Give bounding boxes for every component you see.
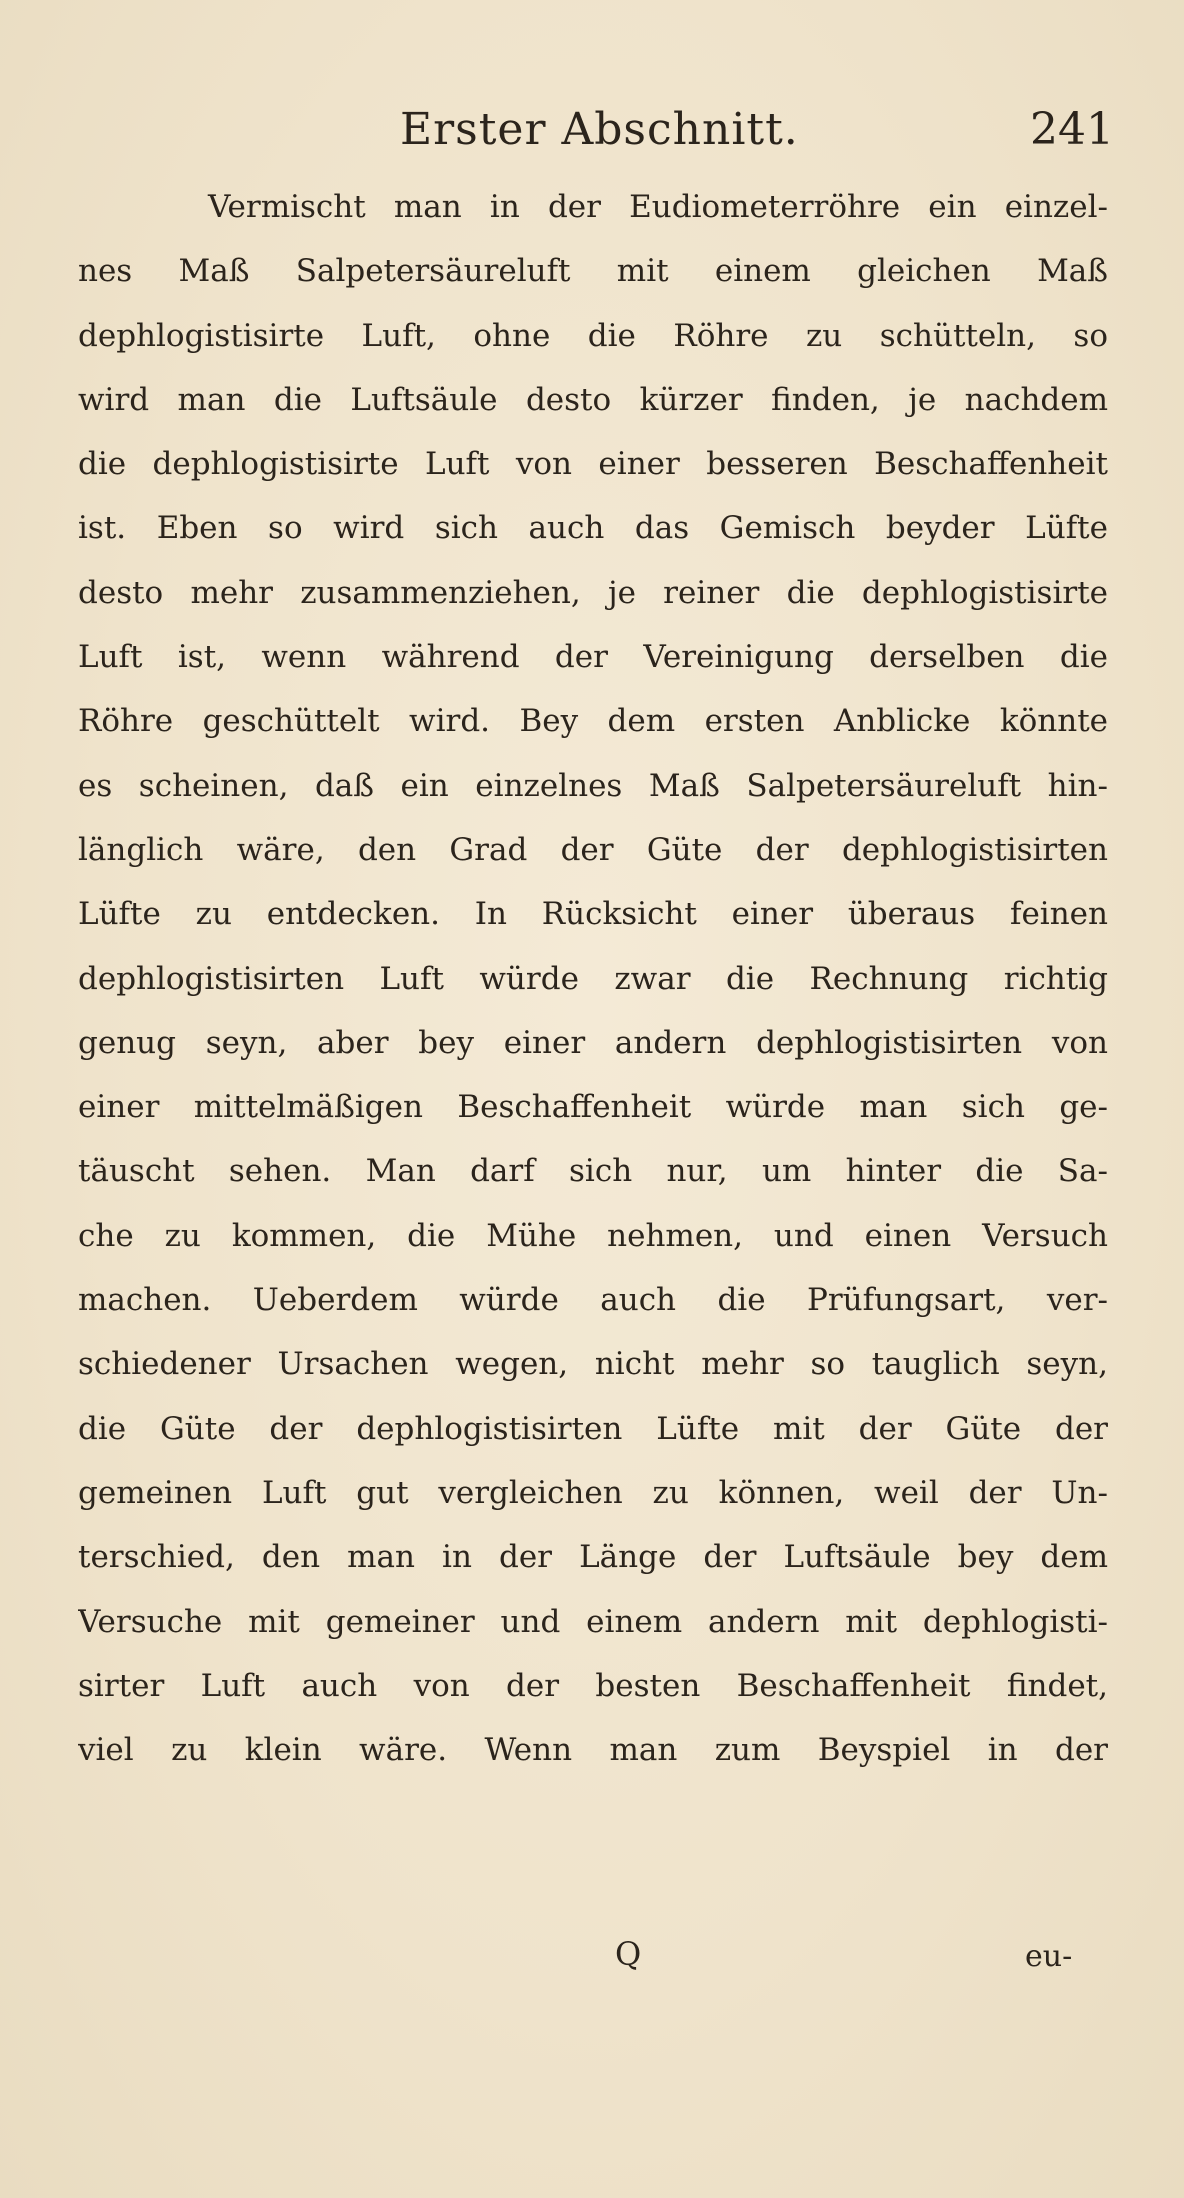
text-line: sirter Luft auch von der besten Beschaffenheit findet, [78,1667,1108,1704]
text-line: es scheinen, daß ein einzelnes Maß Salpetersäureluft hin- [78,767,1108,804]
text-line: Luft ist, wenn während der Vereinigung derselben die [78,639,1108,676]
text-line: die dephlogistisirte Luft von einer besseren Beschaffenheit [78,446,1108,483]
text-line: viel zu klein wäre. Wenn man zum Beyspiel in der [78,1732,1108,1769]
text-line: Röhre geschüttelt wird. Bey dem ersten Anblicke könnte [78,703,1108,740]
text-line: länglich wäre, den Grad der Güte der dephlogistisirten [78,831,1108,868]
text-line: genug seyn, aber bey einer andern dephlogistisirten von [78,1024,1108,1061]
text-line: dephlogistisirte Luft, ohne die Röhre zu schütteln, so [78,317,1108,354]
body-text [78,175,1108,1782]
text-line: wird man die Luftsäule desto kürzer finden, je nachdem [78,381,1108,418]
text-line: gemeinen Luft gut vergleichen zu können, weil der Un- [78,1474,1108,1511]
page-footer [0,1935,1184,1995]
page-header [0,100,1184,170]
text-line: dephlogistisirten Luft würde zwar die Rechnung richtig [78,960,1108,997]
text-line: die Güte der dephlogistisirten Lüfte mit der Güte der [78,1410,1108,1447]
text-line: Versuche mit gemeiner und einem andern mit dephlogisti- [78,1603,1108,1640]
text-line: ist. Eben so wird sich auch das Gemisch beyder Lüfte [78,510,1108,547]
running-head: Erster Abschnitt. [400,104,799,155]
text-line: Vermischt man in der Eudiometerröhre ein einzel- [208,189,1108,225]
page-number: 241 [1030,104,1114,155]
text-line: terschied, den man in der Länge der Luftsäule bey dem [78,1539,1108,1576]
text-line: desto mehr zusammenziehen, je reiner die dephlogistisirte [78,574,1108,611]
text-line: täuscht sehen. Man darf sich nur, um hinter die Sa- [78,1153,1108,1190]
signature-mark: Q [615,1935,642,1973]
text-line: che zu kommen, die Mühe nehmen, und einen Versuch [78,1217,1108,1254]
text-line: schiedener Ursachen wegen, nicht mehr so tauglich seyn, [78,1346,1108,1383]
text-line: einer mittelmäßigen Beschaffenheit würde man sich ge- [78,1089,1108,1126]
catchword: eu- [1025,1939,1073,1974]
text-line: machen. Ueberdem würde auch die Prüfungsart, ver- [78,1282,1108,1319]
text-line: nes Maß Salpetersäureluft mit einem gleichen Maß [78,253,1108,290]
text-line: Lüfte zu entdecken. In Rücksicht einer überaus feinen [78,896,1108,933]
